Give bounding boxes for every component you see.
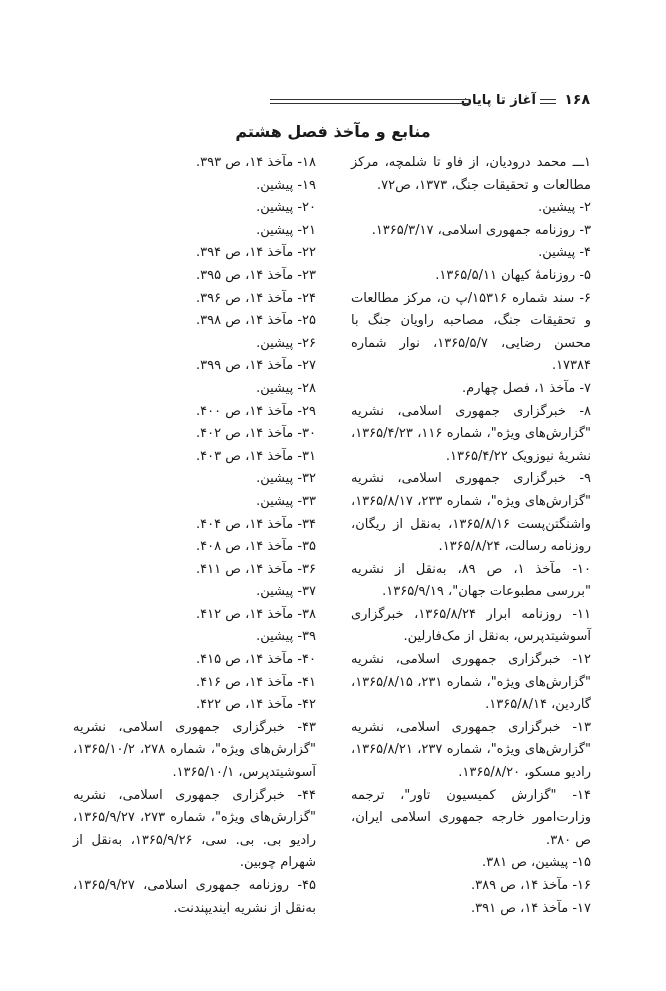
reference-item: ۳۴- مآخذ ۱۴، ص ۴۰۴.: [196, 516, 316, 532]
reference-item: ۶- سند شماره ۱۵۳۱۶/پ ن، مرکز مطالعات و تحقیقات جنگ، مصاحبه راویان جنگ با محسن رضایی، ۱۳۶۵/۵/۷، نوار شماره ۱۷۳۸۴.: [351, 290, 591, 374]
reference-item: ۳۶- مآخذ ۱۴، ص ۴۱۱.: [196, 561, 316, 577]
reference-item: ۲۷- مآخذ ۱۴، ص ۳۹۹.: [196, 358, 316, 374]
page-number: ۱۶۸: [564, 92, 590, 108]
reference-item: ۱۷- مآخذ ۱۴، ص ۳۹۱.: [471, 900, 591, 916]
reference-item: ۲۹- مآخذ ۱۴، ص ۴۰۰.: [196, 403, 316, 419]
reference-item: ۱۳- خبرگزاری جمهوری اسلامی، نشریه "گزارش‌های ویژه"، شماره ۲۳۷، ۱۳۶۵/۸/۲۱، رادیو مسکو، ۱۳۶۵/۸/۲۰.: [351, 719, 591, 781]
reference-item: ۱۱- روزنامه ابرار ۱۳۶۵/۸/۲۴، خبرگزاری آسوشیتدپرس، به‌نقل از مک‌فارلین.: [351, 606, 591, 645]
header-rule: [270, 99, 470, 104]
reference-item: ۲۱- پیشین.: [256, 222, 316, 238]
reference-item: ۹- خبرگزاری جمهوری اسلامی، نشریه "گزارش‌های ویژه"، شماره ۲۳۳، ۱۳۶۵/۸/۱۷، واشنگتن‌پست ۱۳۶۵/۸/۱۶، به‌نقل از ریگان، روزنامه رسالت، ۱۳۶۵/۸/۲۴.: [351, 471, 591, 555]
reference-item: ۴۰- مآخذ ۱۴، ص ۴۱۵.: [196, 652, 316, 668]
reference-item: ۴۲- مآخذ ۱۴، ص ۴۲۲.: [196, 697, 316, 713]
reference-item: ۱۶- مآخذ ۱۴، ص ۳۸۹.: [471, 878, 591, 893]
reference-item: ۲۲- مآخذ ۱۴، ص ۳۹۴.: [196, 245, 316, 261]
reference-item: ۴۴- خبرگزاری جمهوری اسلامی، نشریه "گزارش‌های ویژه"، شماره ۲۷۳، ۱۳۶۵/۹/۲۷، رادیو بی. بی. سی، ۱۳۶۵/۹/۲۶، به‌نقل از شهرام چوبین.: [73, 787, 316, 871]
reference-item: ۲- پیشین.: [538, 200, 591, 216]
reference-item: ۳۰- مآخذ ۱۴، ص ۴۰۲.: [196, 426, 316, 442]
header-mini-rule: [540, 99, 556, 104]
reference-item: ۱۴- "گزارش کمیسیون تاور"، ترجمه وزارت‌امور خارجه جمهوری اسلامی ایران، ص ۳۸۰.: [351, 787, 591, 848]
section-title: منابع و مآخذ فصل هشتم: [235, 122, 431, 141]
reference-item: ۱ـــ محمد درودیان، از فاو تا شلمچه، مرکز مطالعات و تحقیقات جنگ، ۱۳۷۳، ص۷۲.: [351, 155, 591, 193]
page-header: [270, 92, 590, 112]
book-title: آغاز تا پایان: [460, 93, 536, 108]
reference-item: ۳۸- مآخذ ۱۴، ص ۴۱۲.: [196, 606, 316, 622]
reference-item: ۱۹- پیشین.: [256, 177, 316, 193]
reference-item: ۳۹- پیشین.: [256, 629, 316, 645]
reference-item: ۴- پیشین.: [538, 245, 591, 261]
reference-item: ۲۵- مآخذ ۱۴، ص ۳۹۸.: [196, 313, 316, 329]
reference-item: ۳۳- پیشین.: [256, 493, 316, 509]
reference-item: ۱۵- پیشین، ص ۳۸۱.: [481, 855, 591, 871]
reference-item: ۱۲- خبرگزاری جمهوری اسلامی، نشریه "گزارش‌های ویژه"، شماره ۲۳۱، ۱۳۶۵/۸/۱۵، گاردین، ۱۳۶۵/۸/۱۴.: [351, 652, 591, 713]
reference-item: ۴۱- مآخذ ۱۴، ص ۴۱۶.: [196, 674, 316, 690]
reference-item: ۴۳- خبرگزاری جمهوری اسلامی، نشریه "گزارش‌های ویژه"، شماره ۲۷۸، ۱۳۶۵/۱۰/۲، آسوشیتدپرس، ۱۳۶۵/۱۰/۱.: [73, 719, 316, 781]
reference-item: ۲۳- مآخذ ۱۴، ص ۳۹۵.: [196, 267, 316, 283]
reference-item: ۲۸- پیشین.: [256, 380, 316, 396]
reference-item: ۲۴- مآخذ ۱۴، ص ۳۹۶.: [196, 290, 316, 306]
reference-item: ۴۵- روزنامه جمهوری اسلامی، ۱۳۶۵/۹/۲۷، به‌نقل از نشریه ایندیپندنت.: [73, 878, 316, 916]
reference-item: ۲۶- پیشین.: [256, 335, 316, 351]
reference-item: ۲۰- پیشین.: [256, 200, 316, 216]
reference-item: ۱۸- مآخذ ۱۴، ص ۳۹۳.: [196, 155, 316, 170]
reference-item: ۵- روزنامهٔ کیهان ۱۳۶۵/۵/۱۱.: [435, 267, 591, 283]
references-right-column: [351, 152, 591, 920]
reference-item: ۳۱- مآخذ ۱۴، ص ۴۰۳.: [196, 448, 316, 464]
reference-item: ۳- روزنامه جمهوری اسلامی، ۱۳۶۵/۳/۱۷.: [371, 222, 591, 238]
reference-item: ۳۵- مآخذ ۱۴، ص ۴۰۸.: [196, 539, 316, 555]
references-left-column: [73, 152, 316, 920]
reference-item: ۳۲- پیشین.: [256, 471, 316, 487]
reference-item: ۷- مآخذ ۱، فصل چهارم.: [462, 380, 591, 396]
reference-item: ۳۷- پیشین.: [256, 584, 316, 600]
reference-item: ۸- خبرگزاری جمهوری اسلامی، نشریه "گزارش‌های ویژه"، شماره ۱۱۶، ۱۳۶۵/۴/۲۳، نشریهٔ نیوزویک ۱۳۶۵/۴/۲۲.: [351, 403, 591, 464]
reference-item: ۱۰- مآخذ ۱، ص ۸۹، به‌نقل از نشریه "بررسی مطبوعات جهان"، ۱۳۶۵/۹/۱۹.: [351, 561, 591, 600]
